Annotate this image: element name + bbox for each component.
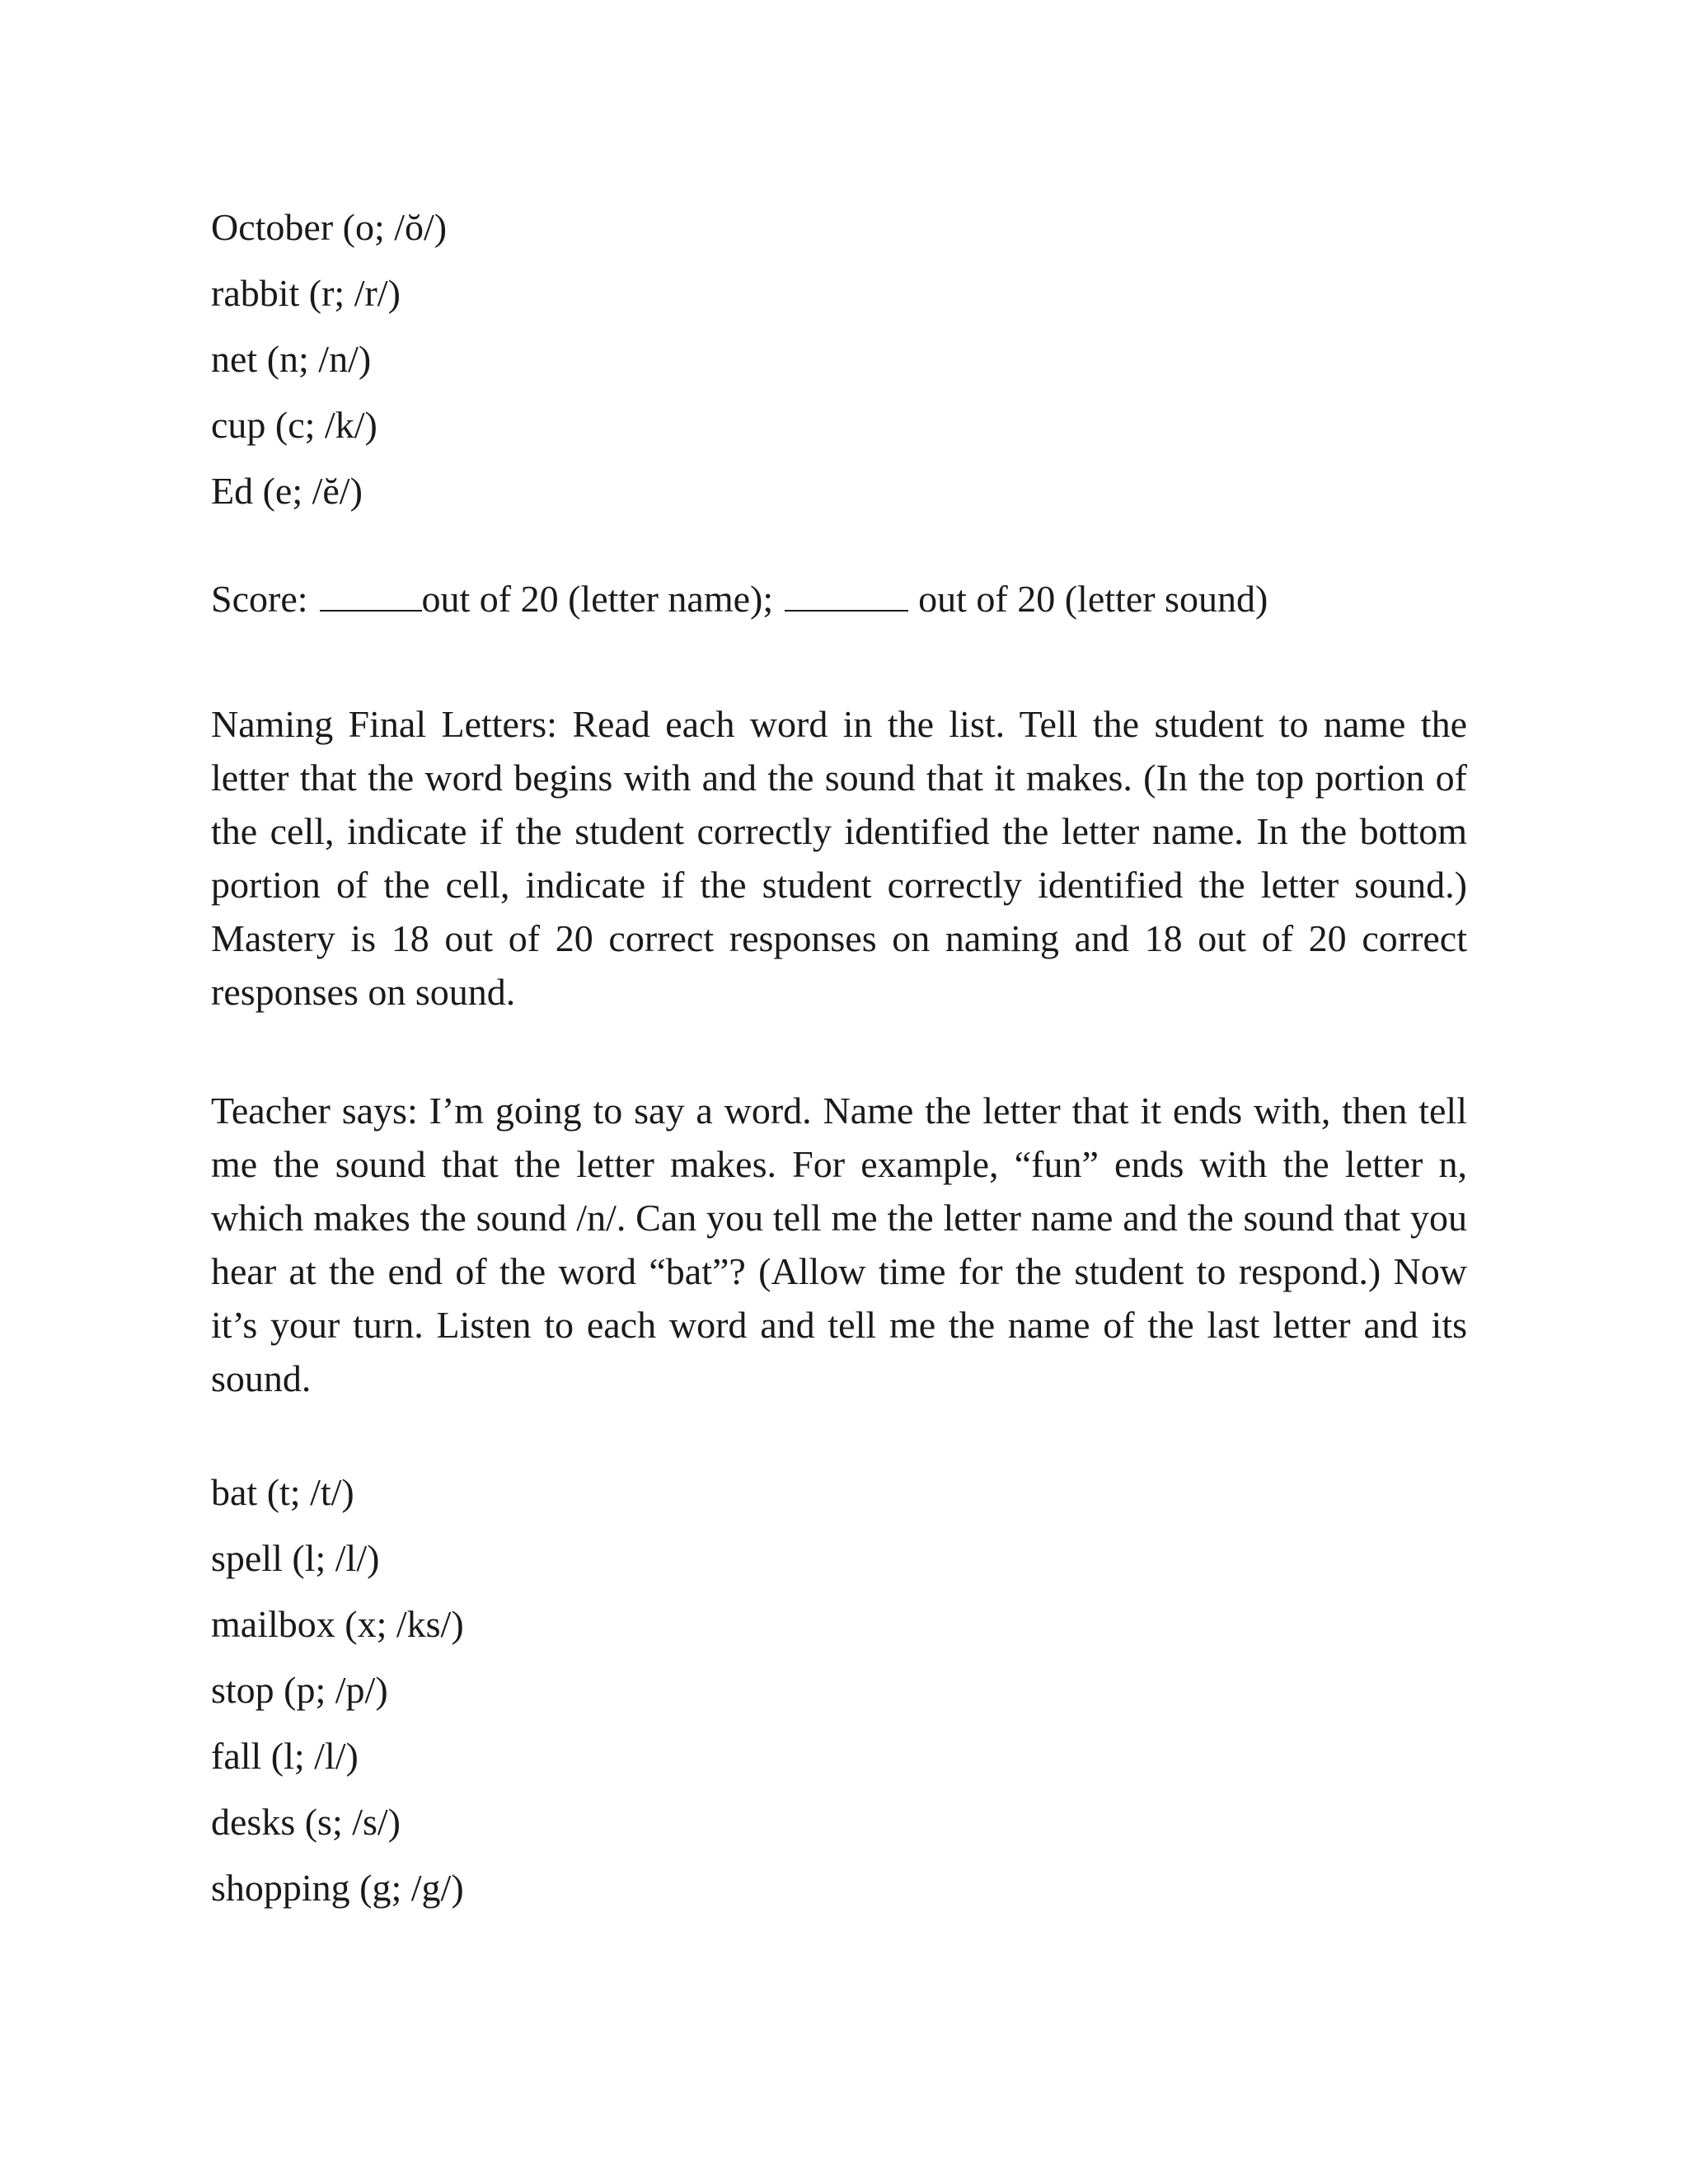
score-blank-letter-name	[320, 579, 422, 612]
list-item: spell (l; /l/)	[211, 1537, 380, 1579]
word-list-initial	[211, 194, 1467, 524]
instructions-paragraph: Naming Final Letters: Read each word in the list. Tell the student to name the letter that the word begins with and the sound that it makes. (In the top portion of the cell, indicate if the student correctly identified the letter name. In the bottom portion of the cell, indicate if the student correctly identified the letter sound.) Mastery is 18 out of 20 correct responses on naming and 18 out of 20 correct responses on sound.	[211, 703, 1467, 1013]
list-item: Ed (e; /ĕ/)	[211, 470, 363, 512]
list-item: net (n; /n/)	[211, 338, 372, 380]
score-line	[211, 566, 1467, 632]
list-item: mailbox (x; /ks/)	[211, 1603, 464, 1645]
teacher-says-paragraph: Teacher says: I’m going to say a word. Name the letter that it ends with, then tell me the sound that the letter makes. For example, “fun” ends with the letter n, which makes the sound /n/. Can you tell me the letter name and the sound that you hear at the end of the word “bat”? (Allow time for the student to respond.) Now it’s your turn. Listen to each word and tell me the name of the last letter and its sound.	[211, 1090, 1467, 1399]
score-label: Score:	[211, 578, 308, 620]
score-letter-name-text: out of 20 (letter name);	[421, 578, 774, 620]
list-item: stop (p; /p/)	[211, 1669, 388, 1711]
list-item: shopping (g; /g/)	[211, 1867, 464, 1909]
list-item: rabbit (r; /r/)	[211, 272, 401, 314]
score-letter-sound-text: out of 20 (letter sound)	[918, 578, 1268, 620]
document-page	[211, 194, 1467, 1921]
list-item: bat (t; /t/)	[211, 1471, 354, 1513]
list-item: desks (s; /s/)	[211, 1801, 401, 1843]
score-blank-letter-sound	[785, 579, 908, 612]
list-item: fall (l; /l/)	[211, 1735, 359, 1777]
word-list-final	[211, 1460, 1467, 1921]
list-item: October (o; /ŏ/)	[211, 206, 448, 248]
list-item: cup (c; /k/)	[211, 404, 377, 446]
